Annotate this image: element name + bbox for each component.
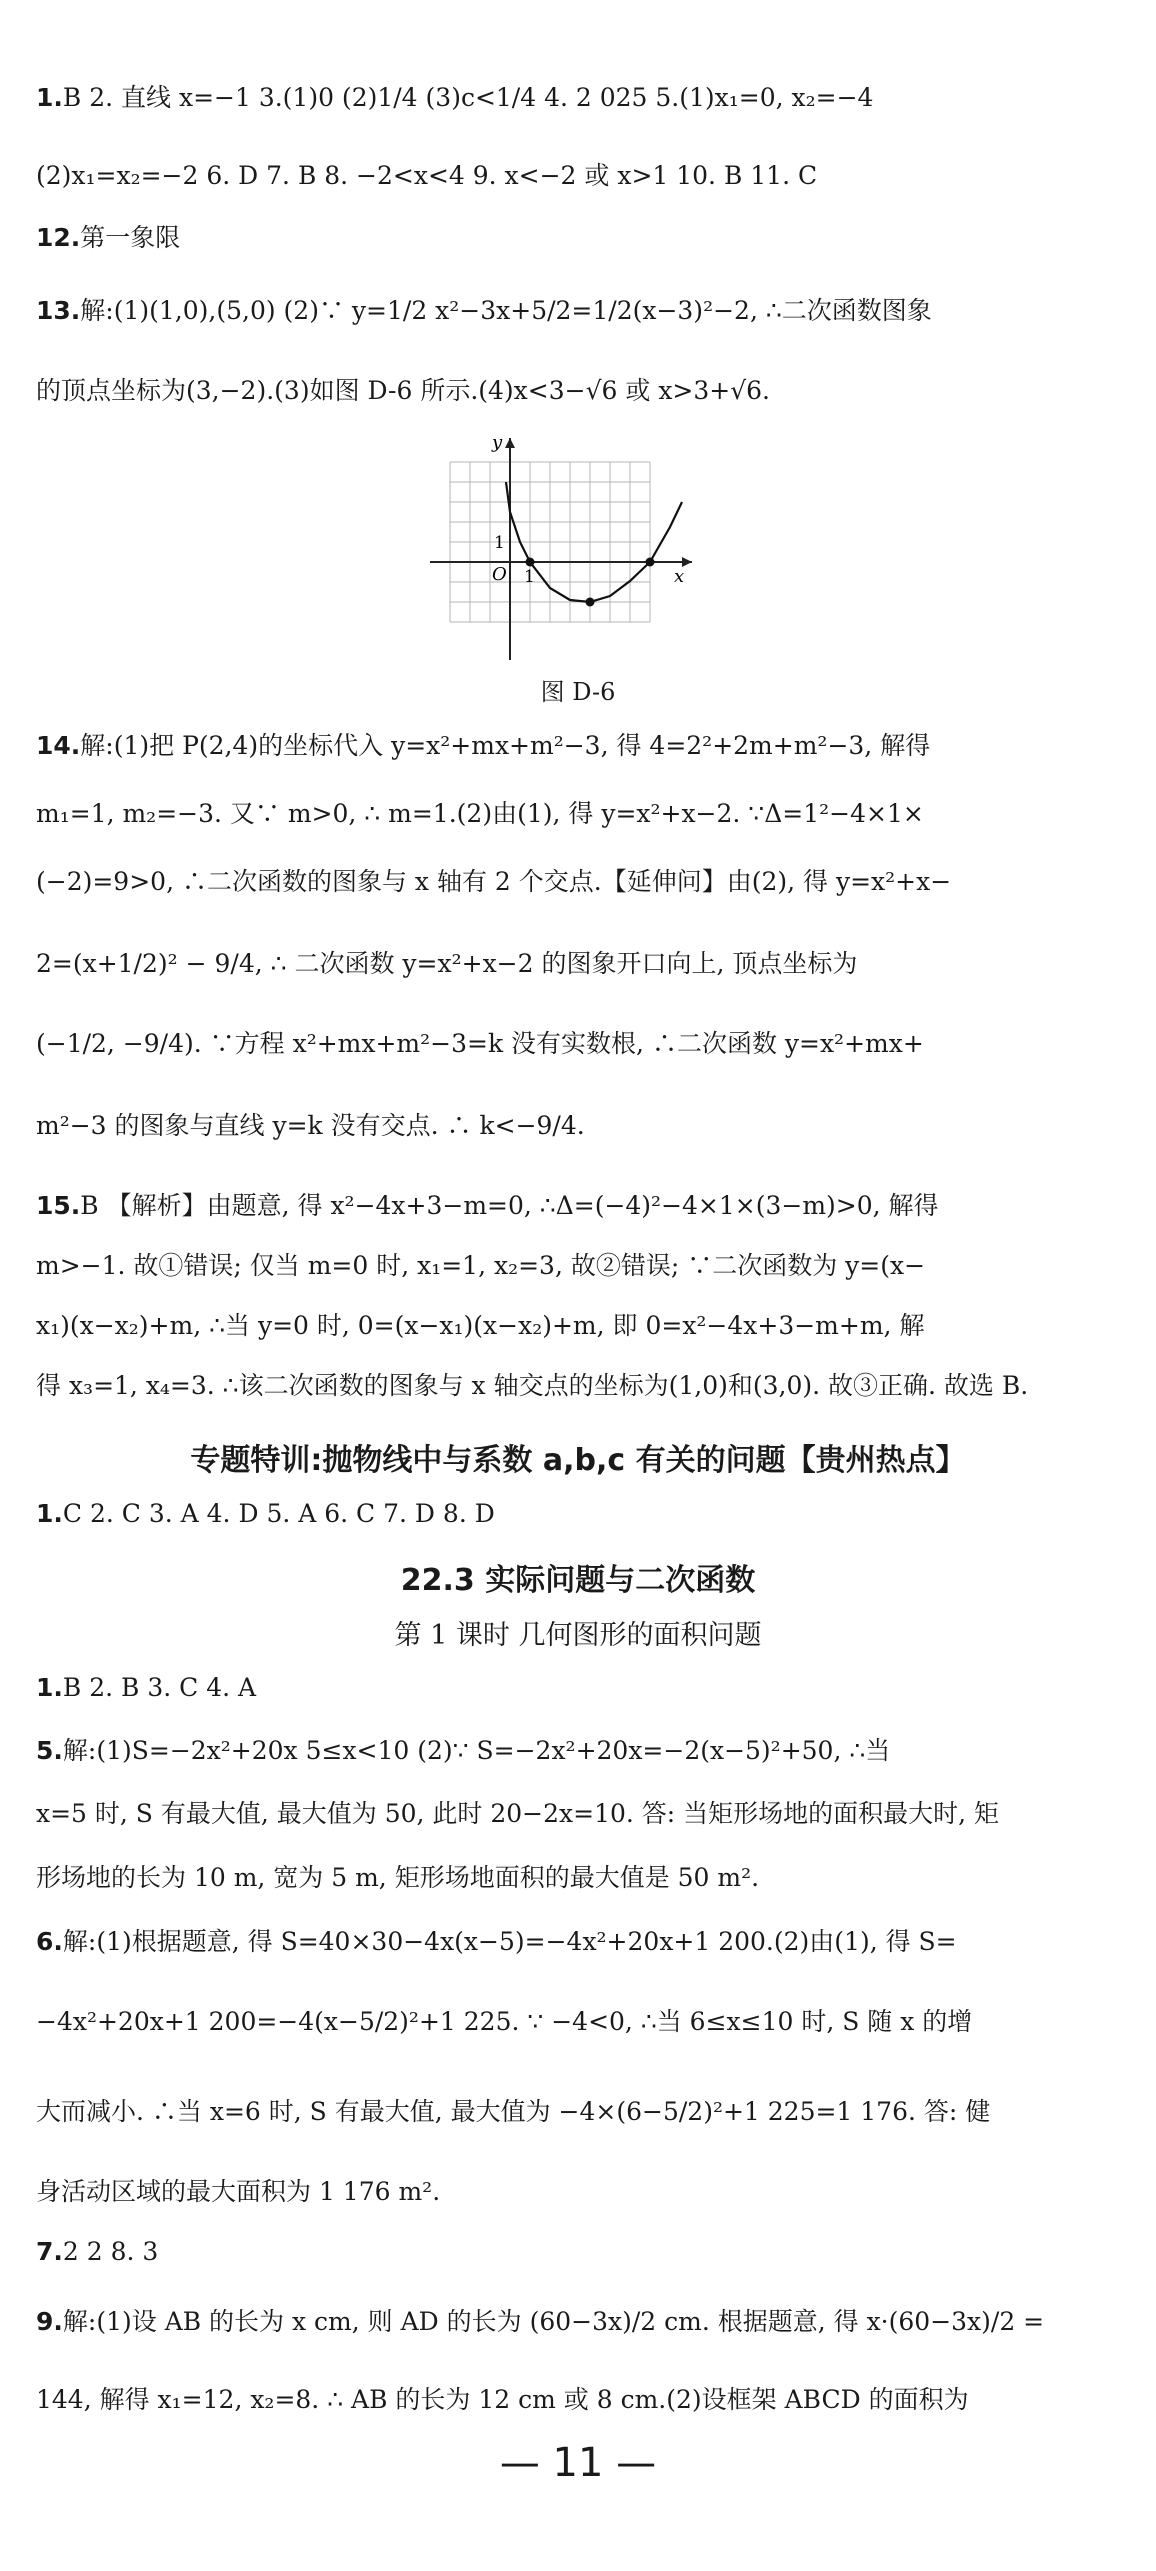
- answer-line: 1.B 2. B 3. C 4. A: [36, 1673, 257, 1702]
- intersection-point: [646, 558, 655, 567]
- answer-line: m₁=1, m₂=−3. 又∵ m>0, ∴ m=1.(2)由(1), 得 y=x²+x−2. ∵Δ=1²−4×1×: [36, 799, 924, 828]
- answer-line: 1.C 2. C 3. A 4. D 5. A 6. C 7. D 8. D: [36, 1499, 495, 1528]
- x-axis-label: x: [674, 566, 685, 587]
- answer-line: 的顶点坐标为(3,−2).(3)如图 D-6 所示.(4)x<3−√6 或 x>3+√6.: [36, 376, 770, 405]
- answer-line: 14.解:(1)把 P(2,4)的坐标代入 y=x²+mx+m²−3, 得 4=2²+2m+m²−3, 解得: [36, 731, 931, 760]
- answer-line: 大而减小. ∴当 x=6 时, S 有最大值, 最大值为 −4×(6−5/2)²+1 225=1 176. 答: 健: [36, 2097, 991, 2126]
- answer-line: 144, 解得 x₁=12, x₂=8. ∴ AB 的长为 12 cm 或 8 cm.(2)设框架 ABCD 的面积为: [36, 2385, 969, 2414]
- answer-line: 9.解:(1)设 AB 的长为 x cm, 则 AD 的长为 (60−3x)/2 cm. 根据题意, 得 x·(60−3x)/2 =: [36, 2307, 1045, 2336]
- page-number: — 11 —: [499, 2440, 657, 2486]
- answer-line: 身活动区域的最大面积为 1 176 m².: [36, 2177, 441, 2206]
- answer-line: 12.第一象限: [36, 223, 181, 252]
- answer-line: (2)x₁=x₂=−2 6. D 7. B 8. −2<x<4 9. x<−2 或 x>1 10. B 11. C: [36, 161, 818, 190]
- answer-line: (−2)=9>0, ∴二次函数的图象与 x 轴有 2 个交点.【延伸问】由(2), 得 y=x²+x−: [36, 867, 952, 896]
- y-tick-label: 1: [494, 533, 505, 553]
- answer-line: 2=(x+1/2)² − 9/4, ∴ 二次函数 y=x²+x−2 的图象开口向上, 顶点坐标为: [36, 949, 858, 978]
- answer-line: 形场地的长为 10 m, 宽为 5 m, 矩形场地面积的最大值是 50 m².: [36, 1863, 760, 1892]
- origin-label: O: [492, 564, 507, 585]
- vertex-point: [586, 598, 595, 607]
- answer-line: (−1/2, −9/4). ∵方程 x²+mx+m²−3=k 没有实数根, ∴二次函数 y=x²+mx+: [36, 1029, 924, 1058]
- answer-line: 1.B 2. 直线 x=−1 3.(1)0 (2)1/4 (3)c<1/4 4. 2 025 5.(1)x₁=0, x₂=−4: [36, 83, 874, 112]
- parabola-figure: [430, 432, 700, 662]
- answer-line: −4x²+20x+1 200=−4(x−5/2)²+1 225. ∵ −4<0, ∴当 6≤x≤10 时, S 随 x 的增: [36, 2007, 973, 2036]
- y-axis-label: y: [492, 432, 503, 453]
- answer-line: 6.解:(1)根据题意, 得 S=40×30−4x(x−5)=−4x²+20x+1 200.(2)由(1), 得 S=: [36, 1927, 957, 1956]
- lesson-heading: 第 1 课时 几何图形的面积问题: [394, 1620, 762, 1651]
- answer-line: 7.2 2 8. 3: [36, 2237, 159, 2266]
- intersection-point: [526, 558, 535, 567]
- answer-line: 13.解:(1)(1,0),(5,0) (2)∵ y=1/2 x²−3x+5/2=1/2(x−3)²−2, ∴二次函数图象: [36, 296, 932, 325]
- figure-caption: 图 D-6: [540, 678, 616, 706]
- answer-line: 15.B 【解析】由题意, 得 x²−4x+3−m=0, ∴Δ=(−4)²−4×1×(3−m)>0, 解得: [36, 1191, 939, 1220]
- answer-line: x=5 时, S 有最大值, 最大值为 50, 此时 20−2x=10. 答: 当矩形场地的面积最大时, 矩: [36, 1799, 1000, 1828]
- chapter-heading: 22.3 实际问题与二次函数: [400, 1563, 756, 1598]
- answer-line: m>−1. 故①错误; 仅当 m=0 时, x₁=1, x₂=3, 故②错误; ∵二次函数为 y=(x−: [36, 1251, 926, 1280]
- x-tick-label: 1: [524, 567, 535, 587]
- answer-line: 5.解:(1)S=−2x²+20x 5≤x<10 (2)∵ S=−2x²+20x=−2(x−5)²+50, ∴当: [36, 1736, 891, 1765]
- answer-line: m²−3 的图象与直线 y=k 没有交点. ∴ k<−9/4.: [36, 1111, 585, 1140]
- section-heading: 专题特训:抛物线中与系数 a,b,c 有关的问题【贵州热点】: [190, 1443, 966, 1478]
- answer-line: x₁)(x−x₂)+m, ∴当 y=0 时, 0=(x−x₁)(x−x₂)+m, 即 0=x²−4x+3−m+m, 解: [36, 1311, 925, 1340]
- answer-line: 得 x₃=1, x₄=3. ∴该二次函数的图象与 x 轴交点的坐标为(1,0)和(3,0). 故③正确. 故选 B.: [36, 1371, 1029, 1400]
